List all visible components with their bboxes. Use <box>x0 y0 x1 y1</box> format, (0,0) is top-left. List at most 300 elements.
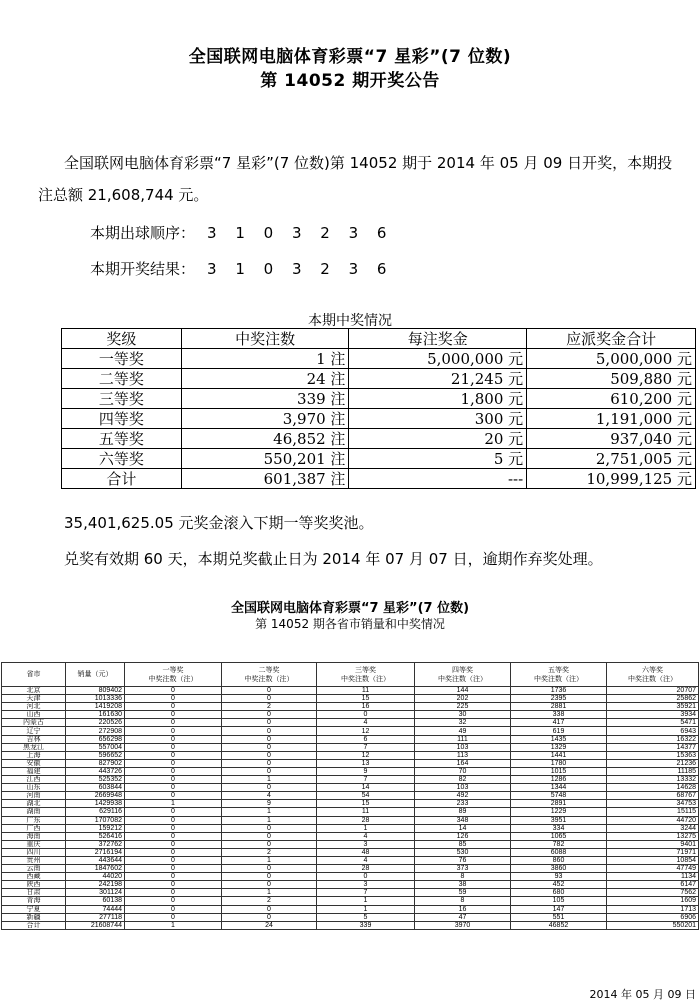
col-second-cell: 0 <box>222 881 317 889</box>
province-row <box>2 743 699 751</box>
col-sales-cell: 526416 <box>66 832 125 840</box>
col-fifth-cell: 147 <box>511 905 607 913</box>
col-sixth-cell: 11185 <box>607 767 699 775</box>
col-third-cell: 12 <box>317 751 415 759</box>
prize-per-bet: 21,245 元 <box>349 369 527 389</box>
col-province-cell: 山西 <box>2 711 66 719</box>
col-fourth-cell: 49 <box>415 727 511 735</box>
col-sixth-cell: 6147 <box>607 881 699 889</box>
prize-winners: 601,387 注 <box>181 469 349 489</box>
prize-table-caption: 本期中奖情况 <box>308 313 392 329</box>
col-third-cell: 3 <box>317 840 415 848</box>
col-third-cell: 16 <box>317 703 415 711</box>
col-second-cell: 0 <box>222 743 317 751</box>
col-fifth-cell: 860 <box>511 856 607 864</box>
col-second-cell: 0 <box>222 767 317 775</box>
prize-row <box>62 369 696 389</box>
col-province-header: 省市 <box>2 663 66 687</box>
col-fifth-cell: 6088 <box>511 848 607 856</box>
col-first-cell: 0 <box>125 816 222 824</box>
province-row <box>2 897 699 905</box>
col-sixth-cell: 21236 <box>607 759 699 767</box>
col-fifth-cell: 2881 <box>511 703 607 711</box>
col-second-cell: 1 <box>222 816 317 824</box>
prize-level: 三等奖 <box>62 389 182 409</box>
col-third-cell: 7 <box>317 776 415 784</box>
col-sixth-cell: 9401 <box>607 840 699 848</box>
col-first-cell: 0 <box>125 719 222 727</box>
col-fourth-cell: 530 <box>415 848 511 856</box>
province-row <box>2 832 699 840</box>
col-fourth-cell: 492 <box>415 792 511 800</box>
issue-title: 第 14052 期开奖公告 <box>260 71 440 91</box>
province-row <box>2 800 699 808</box>
col-fifth-cell: 2395 <box>511 695 607 703</box>
col-sales-cell: 372762 <box>66 840 125 848</box>
col-fifth-cell: 105 <box>511 897 607 905</box>
prize-total: 937,040 元 <box>527 429 696 449</box>
col-sales-cell: 443726 <box>66 767 125 775</box>
col-fifth-cell: 1015 <box>511 767 607 775</box>
col-first-cell: 0 <box>125 751 222 759</box>
col-sixth-cell: 68767 <box>607 792 699 800</box>
col-province-cell: 上海 <box>2 751 66 759</box>
col-fourth-cell: 111 <box>415 735 511 743</box>
col-sales-cell: 1707082 <box>66 816 125 824</box>
col-fourth-cell: 103 <box>415 784 511 792</box>
province-row <box>2 808 699 816</box>
col-fourth-cell: 373 <box>415 865 511 873</box>
prize-total: 509,880 元 <box>527 369 696 389</box>
col-sales-cell: 159212 <box>66 824 125 832</box>
col-sixth-cell: 5471 <box>607 719 699 727</box>
col-fourth-cell: 233 <box>415 800 511 808</box>
province-row <box>2 905 699 913</box>
province-row <box>2 816 699 824</box>
col-fifth-cell: 3951 <box>511 816 607 824</box>
col-fifth-cell: 680 <box>511 889 607 897</box>
col-fourth-cell: 85 <box>415 840 511 848</box>
prize-per-bet: 5,000,000 元 <box>349 349 527 369</box>
prize-winners: 1 注 <box>181 349 349 369</box>
col-sales-cell: 827902 <box>66 759 125 767</box>
col-second-cell: 1 <box>222 856 317 864</box>
col-fifth-cell: 334 <box>511 824 607 832</box>
col-province-cell: 北京 <box>2 687 66 695</box>
col-first-cell: 0 <box>125 711 222 719</box>
prize-per-bet: 300 元 <box>349 409 527 429</box>
col-province-cell: 陕西 <box>2 881 66 889</box>
col-second-cell: 24 <box>222 921 317 929</box>
col-sales-cell: 60138 <box>66 897 125 905</box>
col-first-cell: 0 <box>125 695 222 703</box>
col-fifth-cell: 417 <box>511 719 607 727</box>
col-province-cell: 辽宁 <box>2 727 66 735</box>
prize-total: 5,000,000 元 <box>527 349 696 369</box>
header-winners: 中奖注数 <box>181 329 349 349</box>
col-fourth-cell: 32 <box>415 719 511 727</box>
header-total-payout: 应派奖金合计 <box>527 329 696 349</box>
col-third-cell: 48 <box>317 848 415 856</box>
col-third-cell: 7 <box>317 889 415 897</box>
col-sales-cell: 1429938 <box>66 800 125 808</box>
province-row <box>2 921 699 929</box>
col-third-cell: 6 <box>317 735 415 743</box>
announcement-title: 全国联网电脑体育彩票“7 星彩”(7 位数) <box>188 47 512 67</box>
prize-total: 610,200 元 <box>527 389 696 409</box>
province-row <box>2 751 699 759</box>
col-sixth-cell: 10854 <box>607 856 699 864</box>
col-sales-cell: 2669948 <box>66 792 125 800</box>
col-fifth-cell: 1229 <box>511 808 607 816</box>
col-sales-cell: 74444 <box>66 905 125 913</box>
rollover-note: 35,401,625.05 元奖金滚入下期一等奖奖池。 <box>64 514 374 532</box>
prize-total: 2,751,005 元 <box>527 449 696 469</box>
col-first-cell: 0 <box>125 881 222 889</box>
col-third-cell: 14 <box>317 784 415 792</box>
prize-winners: 46,852 注 <box>181 429 349 449</box>
col-fifth-cell: 782 <box>511 840 607 848</box>
col-first-cell: 0 <box>125 832 222 840</box>
col-third-cell: 12 <box>317 727 415 735</box>
col-sixth-cell: 15115 <box>607 808 699 816</box>
prize-row <box>62 429 696 449</box>
col-first-cell: 0 <box>125 727 222 735</box>
col-province-cell: 湖南 <box>2 808 66 816</box>
col-province-cell: 湖北 <box>2 800 66 808</box>
intro-line-1: 全国联网电脑体育彩票“7 星彩”(7 位数)第 14052 期于 2014 年 05 月 09 日开奖，本期投 <box>64 154 673 172</box>
col-sixth-cell: 16322 <box>607 735 699 743</box>
col-third-cell: 28 <box>317 865 415 873</box>
prize-level: 合计 <box>62 469 182 489</box>
col-province-cell: 青海 <box>2 897 66 905</box>
col-third-cell: 339 <box>317 921 415 929</box>
col-third-cell: 11 <box>317 808 415 816</box>
col-sales-cell: 596652 <box>66 751 125 759</box>
col-second-cell: 1 <box>222 808 317 816</box>
col-third-cell: 15 <box>317 695 415 703</box>
col-fourth-cell: 202 <box>415 695 511 703</box>
col-province-cell: 山东 <box>2 784 66 792</box>
province-row <box>2 881 699 889</box>
col-second-cell: 1 <box>222 889 317 897</box>
col-sales-cell: 809402 <box>66 687 125 695</box>
col-second-cell: 0 <box>222 695 317 703</box>
col-first-cell: 0 <box>125 703 222 711</box>
prize-row <box>62 389 696 409</box>
col-fifth-cell: 1344 <box>511 784 607 792</box>
col-third-cell: 9 <box>317 767 415 775</box>
col-fifth-cell: 1441 <box>511 751 607 759</box>
col-second-cell: 0 <box>222 913 317 921</box>
prize-row <box>62 349 696 369</box>
col-third-cell: 1 <box>317 905 415 913</box>
col-sales-cell: 161630 <box>66 711 125 719</box>
col-fifth-cell: 3860 <box>511 865 607 873</box>
province-table <box>1 662 699 930</box>
col-fourth-cell: 14 <box>415 824 511 832</box>
province-row <box>2 727 699 735</box>
col-second-cell: 0 <box>222 719 317 727</box>
col-first-cell: 0 <box>125 856 222 864</box>
col-third-cell: 15 <box>317 800 415 808</box>
col-second-cell: 1 <box>222 776 317 784</box>
col-fifth-cell: 1736 <box>511 687 607 695</box>
col-second-cell: 0 <box>222 840 317 848</box>
col-second-cell: 2 <box>222 848 317 856</box>
province-row <box>2 873 699 881</box>
draw-order-digits: 3 1 0 3 2 3 6 <box>207 224 394 242</box>
col-sales-cell: 44020 <box>66 873 125 881</box>
province-row <box>2 687 699 695</box>
province-row <box>2 719 699 727</box>
col-first-cell: 0 <box>125 905 222 913</box>
draw-result-label: 本期开奖结果： <box>90 260 196 278</box>
col-fifth-cell: 1780 <box>511 759 607 767</box>
col-second-cell: 0 <box>222 865 317 873</box>
col-fourth-header: 四等奖 中奖注数（注） <box>415 663 511 687</box>
col-province-cell: 福建 <box>2 767 66 775</box>
col-province-cell: 新疆 <box>2 913 66 921</box>
col-sales-cell: 2716194 <box>66 848 125 856</box>
col-province-cell: 吉林 <box>2 735 66 743</box>
col-province-cell: 江西 <box>2 776 66 784</box>
col-first-cell: 0 <box>125 687 222 695</box>
province-table-header <box>2 663 699 687</box>
col-first-cell: 0 <box>125 824 222 832</box>
prize-table <box>61 328 696 489</box>
col-sixth-cell: 1713 <box>607 905 699 913</box>
prize-winners: 24 注 <box>181 369 349 389</box>
col-sales-cell: 21608744 <box>66 921 125 929</box>
draw-result <box>90 258 393 279</box>
col-province-cell: 河南 <box>2 792 66 800</box>
col-province-cell: 四川 <box>2 848 66 856</box>
col-third-cell: 54 <box>317 792 415 800</box>
col-sixth-cell: 1609 <box>607 897 699 905</box>
province-row <box>2 889 699 897</box>
col-fifth-cell: 1329 <box>511 743 607 751</box>
col-fourth-cell: 8 <box>415 897 511 905</box>
prize-winners: 339 注 <box>181 389 349 409</box>
col-third-cell: 4 <box>317 856 415 864</box>
col-sales-cell: 1013336 <box>66 695 125 703</box>
province-row <box>2 865 699 873</box>
col-second-cell: 0 <box>222 832 317 840</box>
col-sixth-cell: 35921 <box>607 703 699 711</box>
col-sales-cell: 656298 <box>66 735 125 743</box>
col-sixth-cell: 6943 <box>607 727 699 735</box>
col-third-cell: 1 <box>317 897 415 905</box>
col-second-cell: 0 <box>222 735 317 743</box>
col-sixth-cell: 3934 <box>607 711 699 719</box>
col-fourth-cell: 30 <box>415 711 511 719</box>
col-sixth-cell: 6906 <box>607 913 699 921</box>
col-sales-cell: 557004 <box>66 743 125 751</box>
col-second-header: 二等奖 中奖注数（注） <box>222 663 317 687</box>
province-row <box>2 759 699 767</box>
col-second-cell: 2 <box>222 703 317 711</box>
col-fourth-cell: 144 <box>415 687 511 695</box>
col-sales-cell: 629116 <box>66 808 125 816</box>
draw-order <box>90 222 393 243</box>
prize-level: 一等奖 <box>62 349 182 369</box>
col-fourth-cell: 38 <box>415 881 511 889</box>
col-sixth-cell: 550201 <box>607 921 699 929</box>
col-sixth-cell: 1134 <box>607 873 699 881</box>
col-fifth-cell: 619 <box>511 727 607 735</box>
draw-result-digits: 3 1 0 3 2 3 6 <box>207 260 394 278</box>
prize-per-bet: 5 元 <box>349 449 527 469</box>
col-fourth-cell: 126 <box>415 832 511 840</box>
col-first-cell: 0 <box>125 743 222 751</box>
col-second-cell: 0 <box>222 873 317 881</box>
col-second-cell: 0 <box>222 711 317 719</box>
col-third-cell: 13 <box>317 759 415 767</box>
prize-level: 二等奖 <box>62 369 182 389</box>
header-level: 奖级 <box>62 329 182 349</box>
col-first-cell: 0 <box>125 792 222 800</box>
col-sixth-cell: 14628 <box>607 784 699 792</box>
prize-row <box>62 409 696 429</box>
col-third-cell: 4 <box>317 719 415 727</box>
draw-order-label: 本期出球顺序： <box>90 224 196 242</box>
prize-row <box>62 469 696 489</box>
province-row <box>2 848 699 856</box>
col-first-cell: 0 <box>125 784 222 792</box>
col-third-cell: 28 <box>317 816 415 824</box>
col-province-cell: 西藏 <box>2 873 66 881</box>
col-sixth-cell: 34753 <box>607 800 699 808</box>
col-second-cell: 0 <box>222 824 317 832</box>
col-fourth-cell: 82 <box>415 776 511 784</box>
prize-per-bet: 1,800 元 <box>349 389 527 409</box>
col-fourth-cell: 164 <box>415 759 511 767</box>
col-fifth-cell: 2891 <box>511 800 607 808</box>
col-first-cell: 0 <box>125 808 222 816</box>
col-fifth-cell: 1065 <box>511 832 607 840</box>
col-province-cell: 广东 <box>2 816 66 824</box>
col-fifth-cell: 452 <box>511 881 607 889</box>
col-province-cell: 黑龙江 <box>2 743 66 751</box>
col-fifth-cell: 1435 <box>511 735 607 743</box>
col-sixth-cell: 20707 <box>607 687 699 695</box>
col-fifth-cell: 46852 <box>511 921 607 929</box>
col-first-cell: 0 <box>125 840 222 848</box>
col-fourth-cell: 70 <box>415 767 511 775</box>
col-province-cell: 广西 <box>2 824 66 832</box>
province-row <box>2 703 699 711</box>
col-sales-cell: 603844 <box>66 784 125 792</box>
prize-per-bet: --- <box>349 469 527 489</box>
col-second-cell: 2 <box>222 897 317 905</box>
header-prize-per-bet: 每注奖金 <box>349 329 527 349</box>
col-fifth-cell: 1286 <box>511 776 607 784</box>
col-sixth-cell: 25862 <box>607 695 699 703</box>
province-row <box>2 695 699 703</box>
col-second-cell: 0 <box>222 784 317 792</box>
intro-line-2: 注总额 21,608,744 元。 <box>38 186 209 204</box>
col-sixth-cell: 13275 <box>607 832 699 840</box>
col-third-cell: 4 <box>317 832 415 840</box>
prize-table-header <box>62 329 696 349</box>
col-sales-cell: 301124 <box>66 889 125 897</box>
col-first-cell: 0 <box>125 848 222 856</box>
prize-level: 四等奖 <box>62 409 182 429</box>
col-fourth-cell: 8 <box>415 873 511 881</box>
col-first-cell: 1 <box>125 800 222 808</box>
col-sixth-cell: 3244 <box>607 824 699 832</box>
col-sales-cell: 242198 <box>66 881 125 889</box>
col-second-cell: 9 <box>222 800 317 808</box>
col-third-cell: 0 <box>317 711 415 719</box>
col-fifth-header: 五等奖 中奖注数（注） <box>511 663 607 687</box>
col-province-cell: 宁夏 <box>2 905 66 913</box>
col-first-cell: 0 <box>125 735 222 743</box>
col-province-cell: 内蒙古 <box>2 719 66 727</box>
prize-per-bet: 20 元 <box>349 429 527 449</box>
col-sixth-header: 六等奖 中奖注数（注） <box>607 663 699 687</box>
col-sixth-cell: 15363 <box>607 751 699 759</box>
col-fifth-cell: 551 <box>511 913 607 921</box>
col-fourth-cell: 113 <box>415 751 511 759</box>
col-sales-cell: 525352 <box>66 776 125 784</box>
col-sixth-cell: 71971 <box>607 848 699 856</box>
col-first-cell: 1 <box>125 921 222 929</box>
col-fourth-cell: 59 <box>415 889 511 897</box>
col-fourth-cell: 16 <box>415 905 511 913</box>
province-row <box>2 767 699 775</box>
validity-note: 兑奖有效期 60 天，本期兑奖截止日为 2014 年 07 月 07 日，逾期作弃奖处理。 <box>64 550 603 568</box>
col-province-cell: 合计 <box>2 921 66 929</box>
col-first-cell: 0 <box>125 776 222 784</box>
col-second-cell: 0 <box>222 687 317 695</box>
province-row <box>2 735 699 743</box>
col-third-cell: 11 <box>317 687 415 695</box>
col-second-cell: 0 <box>222 759 317 767</box>
prize-winners: 3,970 注 <box>181 409 349 429</box>
col-fourth-cell: 89 <box>415 808 511 816</box>
col-fourth-cell: 348 <box>415 816 511 824</box>
col-third-cell: 1 <box>317 824 415 832</box>
prize-total: 1,191,000 元 <box>527 409 696 429</box>
col-sales-cell: 277118 <box>66 913 125 921</box>
col-first-cell: 0 <box>125 873 222 881</box>
col-first-header: 一等奖 中奖注数（注） <box>125 663 222 687</box>
col-first-cell: 0 <box>125 889 222 897</box>
col-sixth-cell: 47749 <box>607 865 699 873</box>
province-row <box>2 840 699 848</box>
col-province-cell: 贵州 <box>2 856 66 864</box>
col-fourth-cell: 3970 <box>415 921 511 929</box>
prize-row <box>62 449 696 469</box>
province-row <box>2 784 699 792</box>
province-row <box>2 711 699 719</box>
col-sales-cell: 272908 <box>66 727 125 735</box>
col-third-cell: 5 <box>317 913 415 921</box>
col-province-cell: 天津 <box>2 695 66 703</box>
col-first-cell: 0 <box>125 759 222 767</box>
col-third-cell: 0 <box>317 873 415 881</box>
col-fourth-cell: 47 <box>415 913 511 921</box>
province-subtitle: 第 14052 期各省市销量和中奖情况 <box>255 617 445 631</box>
col-sales-cell: 443644 <box>66 856 125 864</box>
col-third-cell: 7 <box>317 743 415 751</box>
col-sixth-cell: 13332 <box>607 776 699 784</box>
prize-level: 五等奖 <box>62 429 182 449</box>
province-row <box>2 856 699 864</box>
col-province-cell: 甘肃 <box>2 889 66 897</box>
